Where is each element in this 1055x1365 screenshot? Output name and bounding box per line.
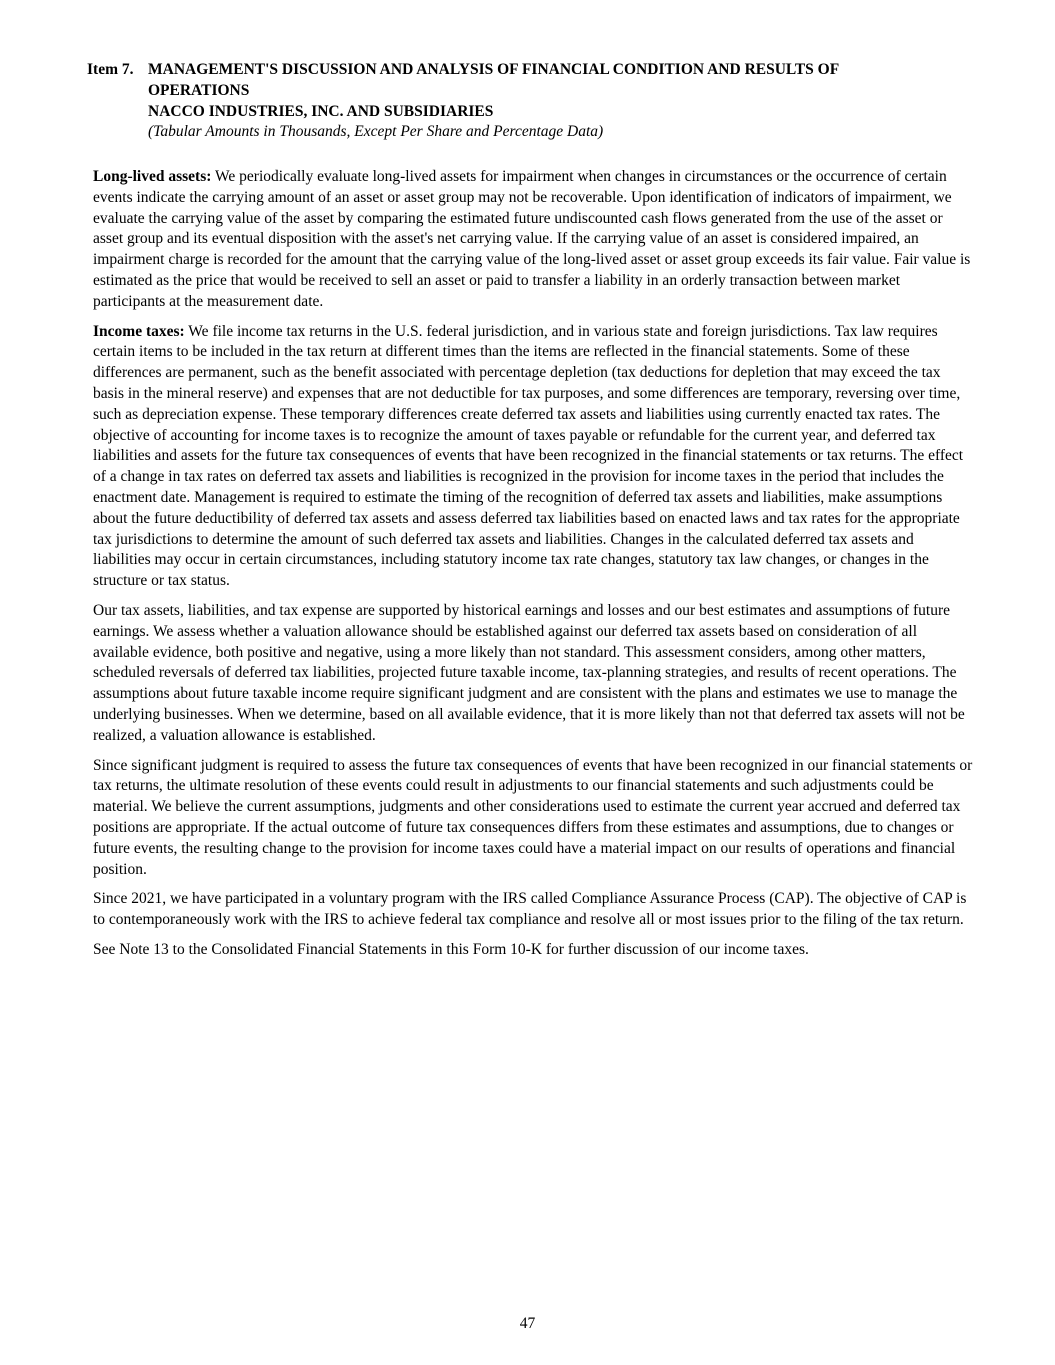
item-label: Item 7.	[87, 61, 134, 78]
document-body	[93, 167, 973, 970]
text-long-lived-assets: We periodically evaluate long-lived assets for impairment when changes in circumstances or the occurrence of certain events indicate the carrying amount of an asset or asset group may not be recoverable. Upon identification of indicators of impairment, we evaluate the carrying value of the asset by comparing the estimated future undiscounted cash flows generated from the use of the asset or asset group and its eventual disposition with the asset's net carrying value. If the carrying value of an asset is considered impaired, an impairment charge is recorded for the amount that the carrying value of the long-lived asset or asset group exceeds its fair value. Fair value is estimated as the price that would be received to sell an asset or paid to transfer a liability in an orderly transaction between market participants at the measurement date.	[93, 168, 971, 310]
paragraph-judgment: Since significant judgment is required to assess the future tax consequences of events that have been recognized in our financial statements or tax returns, the ultimate resolution of these events could result in adjustments to our financial statements and such adjustments could be material. We believe the current assumptions, judgments and other considerations used to estimate the current year accrued and deferred tax positions are appropriate. If the actual outcome of future tax consequences differs from these estimates and assumptions, due to changes or future events, the resulting change to the provision for income taxes could have a material impact on our results of operations and financial position.	[93, 756, 973, 878]
section-header	[87, 60, 987, 143]
paragraph-cap-program: Since 2021, we have participated in a voluntary program with the IRS called Compliance Assurance Process (CAP). The objective of CAP is to contemporaneously work with the IRS to achieve federal tax compliance and resolve all or most issues prior to the filing of the tax return.	[93, 890, 967, 929]
paragraph-see-note: See Note 13 to the Consolidated Financial Statements in this Form 10-K for further discussion of our income taxes.	[93, 940, 809, 958]
paragraph-income-taxes	[93, 322, 973, 592]
text-income-taxes: We file income tax returns in the U.S. federal jurisdiction, and in various state and foreign jurisdictions. Tax law requires certain items to be included in the tax return at different times than the items are reflected in the financial statements. Some of these differences are permanent, such as the benefit associated with percentage depletion (tax deductions for depletion that may exceed the tax basis in the mineral reserve) and expenses that are not deductible for tax purposes, and some differences are temporary, reversing over time, such as depreciation expense. These temporary differences create deferred tax assets and liabilities using currently enacted tax rates. The objective of accounting for income taxes is to recognize the amount of taxes payable or refundable for the current year, and deferred tax liabilities and assets for the future tax consequences of events that have been recognized in the financial statements or tax returns. The effect of a change in tax rates on deferred tax assets and liabilities is recognized in the provision for income taxes in the period that includes the enactment date. Management is required to estimate the timing of the recognition of deferred tax assets and liabilities, make assumptions about the future deductibility of deferred tax assets and assess deferred tax liabilities based on enacted laws and tax rates for the appropriate tax jurisdictions to determine the amount of such deferred tax assets and liabilities. Changes in the calculated deferred tax assets and liabilities may occur in certain circumstances, including statutory income tax rate changes, statutory tax law changes, or changes in the structure or tax status.	[93, 322, 964, 590]
paragraph-valuation-allowance: Our tax assets, liabilities, and tax expense are supported by historical earnings and losses and our best estimates and assumptions of future earnings. We assess whether a valuation allowance should be established against our deferred tax assets based on consideration of all available evidence, both positive and negative, using a more likely than not standard. This assessment considers, among other matters, scheduled reversals of deferred tax liabilities, projected future taxable income, tax-planning strategies, and results of recent operations. The assumptions about future taxable income require significant judgment and are consistent with the plans and estimates we use to manage the underlying businesses. When we determine, based on all available evidence, that it is more likely than not that deferred tax assets will not be realized, a valuation allowance is established.	[93, 601, 965, 744]
company-name: NACCO INDUSTRIES, INC. AND SUBSIDIARIES	[148, 102, 494, 120]
section-title-line-1: MANAGEMENT'S DISCUSSION AND ANALYSIS OF FINANCIAL CONDITION AND RESULTS OF	[148, 61, 840, 78]
tabular-amounts-note: (Tabular Amounts in Thousands, Except Per Share and Percentage Data)	[148, 123, 604, 141]
header-title-block	[148, 60, 987, 143]
page-number: 47	[519, 1315, 536, 1332]
paragraph-long-lived-assets	[93, 167, 973, 313]
section-title-line-2: OPERATIONS	[148, 81, 250, 99]
header-row	[87, 60, 987, 143]
heading-income-taxes: Income taxes:	[93, 322, 185, 340]
heading-long-lived-assets: Long-lived assets:	[93, 168, 212, 185]
